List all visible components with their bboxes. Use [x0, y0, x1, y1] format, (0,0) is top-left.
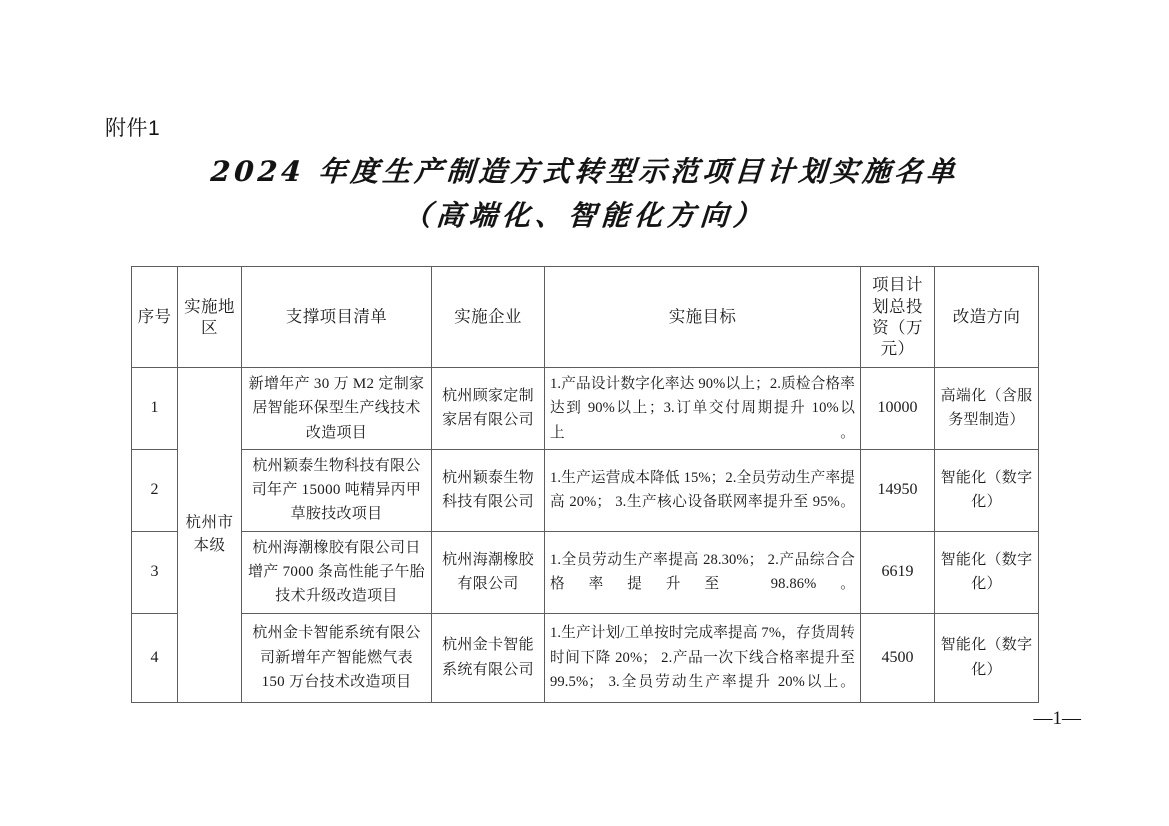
- column-header-direction: 改造方向: [935, 267, 1039, 368]
- cell-index: 4: [132, 613, 178, 702]
- column-header-enterprise: 实施企业: [432, 267, 545, 368]
- cell-investment: 14950: [861, 449, 935, 531]
- project-listing-table: [131, 266, 1039, 703]
- column-header-goal: 实施目标: [545, 267, 861, 368]
- table-row: [132, 368, 1039, 450]
- cell-goal: 1.生产运营成本降低 15%；2.全员劳动生产率提高 20%； 3.生产核心设备联网率提升至 95%。: [545, 449, 861, 531]
- cell-goal: 1.产品设计数字化率达 90%以上；2.质检合格率达到 90%以上；3.订单交付周期提升 10%以上。: [545, 368, 861, 450]
- cell-direction: 智能化（数字化）: [935, 449, 1039, 531]
- table-row: [132, 613, 1039, 702]
- table-row: [132, 449, 1039, 531]
- cell-index: 1: [132, 368, 178, 450]
- title-line-main: 2024 年度生产制造方式转型示范项目计划实施名单: [209, 155, 960, 188]
- table-header-row: [132, 267, 1039, 368]
- cell-goal: 1.生产计划/工单按时完成率提高 7%，存货周转时间下降 20%； 2.产品一次下线合格率提升至 99.5%； 3.全员劳动生产率提升 20%以上。: [545, 613, 861, 702]
- cell-enterprise: 杭州颖泰生物科技有限公司: [432, 449, 545, 531]
- cell-investment: 6619: [861, 531, 935, 613]
- column-header-project: 支撑项目清单: [242, 267, 432, 368]
- project-table-container: [131, 266, 1038, 703]
- cell-goal: 1.全员劳动生产率提高 28.30%； 2.产品综合合格率提升至 98.86%。: [545, 531, 861, 613]
- title-line-subtitle: （高端化、智能化方向）: [401, 199, 768, 233]
- cell-index: 2: [132, 449, 178, 531]
- cell-area-merged: 杭州市本级: [178, 368, 242, 703]
- cell-enterprise: 杭州顾家定制家居有限公司: [432, 368, 545, 450]
- page-title: [0, 150, 1169, 238]
- cell-direction: 智能化（数字化）: [935, 613, 1039, 702]
- cell-project: 杭州金卡智能系统有限公司新增年产智能燃气表 150 万台技术改造项目: [242, 613, 432, 702]
- cell-index: 3: [132, 531, 178, 613]
- cell-project: 杭州颖泰生物科技有限公司年产 15000 吨精异丙甲草胺技改项目: [242, 449, 432, 531]
- column-header-area: 实施地区: [178, 267, 242, 368]
- page-number: —1—: [1033, 708, 1081, 729]
- cell-project: 杭州海潮橡胶有限公司日增产 7000 条高性能子午胎技术升级改造项目: [242, 531, 432, 613]
- table-row: [132, 531, 1039, 613]
- cell-enterprise: 杭州金卡智能系统有限公司: [432, 613, 545, 702]
- cell-project: 新增年产 30 万 M2 定制家居智能环保型生产线技术改造项目: [242, 368, 432, 450]
- attachment-label: 附件1: [105, 117, 161, 140]
- column-header-investment: 项目计划总投资（万元）: [861, 267, 935, 368]
- cell-direction: 高端化（含服务型制造）: [935, 368, 1039, 450]
- cell-investment: 10000: [861, 368, 935, 450]
- cell-direction: 智能化（数字化）: [935, 531, 1039, 613]
- cell-enterprise: 杭州海潮橡胶有限公司: [432, 531, 545, 613]
- column-header-index: 序号: [132, 267, 178, 368]
- cell-investment: 4500: [861, 613, 935, 702]
